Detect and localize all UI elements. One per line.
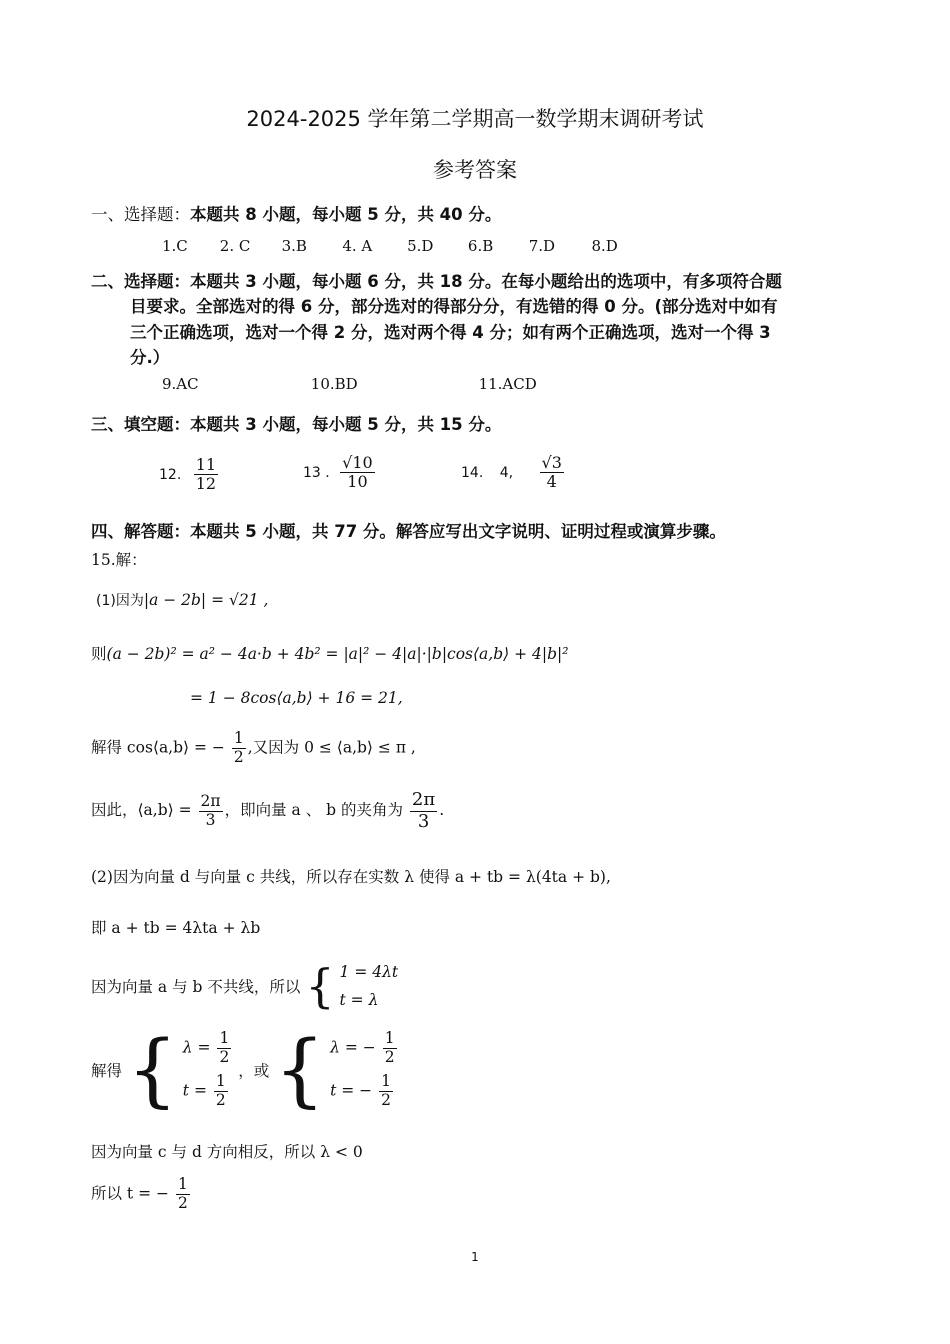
q15-part2-step-2-prefix: 因为向量 a 与 b 不共线，所以: [91, 978, 301, 996]
left-brace-icon: {: [126, 1023, 178, 1116]
q15-solution-2: [330, 1030, 398, 1109]
q15-step-4: [91, 790, 444, 832]
q15-solution-2-t: [330, 1073, 398, 1110]
answer-13-den: 10: [347, 472, 368, 492]
q15-part2-solution: [91, 1023, 399, 1116]
section-2-line-2: 目要求。全部选对的得 6 分，部分选对的得部分分，有选错的得 0 分。(部分选对中如有: [130, 297, 778, 316]
q15-step-4-den-2: 3: [417, 810, 430, 832]
half-den: 2: [219, 1048, 230, 1067]
section-1-lead: 一、选择题：: [91, 205, 190, 224]
q15-system-1-eq2: t = λ: [339, 991, 379, 1009]
left-brace-icon: {: [274, 1023, 326, 1116]
half-num: 1: [381, 1072, 391, 1090]
half-num: 1: [384, 1029, 395, 1048]
half-fraction: [379, 1073, 393, 1110]
q15-step-4-den-1: 3: [205, 810, 216, 829]
section-2-line-1: 二、选择题：本题共 3 小题，每小题 6 分，共 18 分。在每小题给出的选项中，有多项符合题: [91, 272, 782, 291]
section-2-line-4: 分.）: [130, 348, 170, 367]
q15-part2-final: [91, 1176, 192, 1213]
answer-13-label: 13 .: [303, 464, 330, 481]
q15-solution-1-lambda: [183, 1030, 234, 1067]
half-fraction: [217, 1030, 231, 1067]
q15-part1-expr: |a − 2b| = √21 ,: [143, 591, 269, 609]
q15-label: 15.解：: [91, 551, 147, 569]
page-number: 1: [471, 1250, 479, 1264]
q15-step-4-num-2: 2π: [411, 789, 436, 810]
q15-step-3-prefix: 解得 cos⟨a,b⟩ = −: [91, 738, 225, 757]
answer-13-num: √10: [342, 453, 373, 472]
section-4-heading: 四、解答题：本题共 5 小题，共 77 分。解答应写出文字说明、证明过程或演算步骤。: [91, 522, 726, 541]
section-2-answers: [162, 375, 537, 393]
q15-solution-prefix: 解得: [91, 1062, 123, 1080]
q15-final-den: 2: [177, 1193, 188, 1212]
section-1-answers: [162, 237, 618, 255]
q15-final-prefix: 所以 t = −: [91, 1184, 169, 1203]
q15-step-1-prefix: 则: [91, 645, 107, 663]
q15-part2-step-3: 因为向量 c 与 d 方向相反，所以 λ < 0: [91, 1143, 363, 1161]
answer-13-fraction: [340, 454, 375, 492]
answer-11: 11.ACD: [478, 375, 537, 393]
document-subtitle: 参考答案: [433, 158, 517, 182]
half-fraction: [383, 1030, 397, 1067]
half-num: 1: [215, 1072, 226, 1090]
q15-step-3-num: 1: [233, 729, 244, 747]
q15-step-3-fraction: [232, 730, 246, 767]
q15-step-1-expr: (a − 2b)² = a² − 4a·b + 4b² = |a|² − 4|a|·|b|cos⟨a,b⟩ + 4|b|²: [106, 645, 569, 663]
section-1-desc: 本题共 8 小题，每小题 5 分，共 40 分。: [190, 205, 502, 224]
q15-part1-given: [96, 590, 268, 610]
left-brace-icon: {: [305, 959, 335, 1013]
q15-solution-1-lambda-label: λ =: [182, 1038, 211, 1057]
half-den: 2: [381, 1090, 391, 1109]
q15-step-4-end: .: [439, 801, 445, 820]
q15-step-4-num-1: 2π: [200, 791, 221, 810]
answer-13: [303, 454, 377, 492]
q15-step-2-expr: = 1 − 8cos⟨a,b⟩ + 16 = 21,: [190, 689, 403, 707]
answer-2: 2. C: [219, 237, 251, 255]
q15-system-1: [340, 958, 399, 1014]
answer-7: 7.D: [528, 237, 556, 255]
section-2-line-3: 三个正确选项，选对一个得 2 分，选对两个得 4 分；如有两个正确选项，选对一个得 3: [130, 323, 771, 342]
q15-final-fraction: [176, 1176, 190, 1213]
answer-14-num: √3: [541, 453, 562, 472]
q15-part2-step-1: 即 a + tb = 4λta + λb: [91, 919, 261, 937]
answer-14-first: 4,: [499, 464, 514, 481]
q15-step-1: [91, 642, 568, 664]
q15-part2-step-2: [91, 958, 398, 1014]
document-title: 2024-2025 学年第二学期高一数学期末调研考试: [246, 107, 704, 131]
answer-12-num: 11: [195, 455, 217, 474]
answer-4: 4. A: [342, 237, 373, 255]
q15-step-3-den: 2: [233, 747, 244, 766]
answer-12-fraction: [194, 456, 218, 494]
q15-part2-statement: (2)因为向量 d 与向量 c 共线，所以存在实数 λ 使得 a + tb = λ(4ta + b),: [91, 868, 611, 886]
q15-solution-2-lambda-label: λ = −: [330, 1038, 376, 1057]
half-fraction: [214, 1073, 228, 1110]
answer-8: 8.D: [591, 237, 618, 255]
answer-6: 6.B: [467, 237, 494, 255]
q15-step-4-fraction-1: [199, 793, 223, 830]
q15-solution-2-lambda: [330, 1030, 398, 1067]
answer-3: 3.B: [281, 237, 307, 255]
answer-12-den: 12: [195, 474, 217, 494]
q15-step-2: [190, 689, 403, 707]
q15-final-num: 1: [177, 1175, 188, 1193]
answer-10: 10.BD: [310, 375, 358, 393]
answer-12: [159, 456, 220, 494]
answer-1: 1.C: [162, 237, 188, 255]
q15-solution-or: ，或: [238, 1062, 270, 1080]
q15-solution-1-t: [183, 1073, 234, 1110]
q15-system-1-eq1: 1 = 4λt: [339, 963, 399, 981]
answer-5: 5.D: [407, 237, 434, 255]
answer-14: [461, 454, 566, 492]
half-den: 2: [215, 1090, 226, 1109]
q15-step-4-fraction-2: [410, 790, 437, 832]
q15-step-3-suffix: ,又因为 0 ≤ ⟨a,b⟩ ≤ π ,: [247, 738, 416, 757]
half-num: 1: [219, 1029, 230, 1048]
q15-solution-1: [183, 1030, 234, 1109]
q15-step-3: [91, 730, 416, 767]
q15-solution-2-t-label: t = −: [330, 1081, 373, 1100]
q15-solution-1-t-label: t =: [182, 1081, 207, 1100]
answer-9: 9.AC: [162, 375, 199, 393]
q15-step-4-prefix: 因此，⟨a,b⟩ =: [91, 801, 192, 820]
half-den: 2: [384, 1048, 395, 1067]
q15-part1-prefix: (1)因为: [96, 593, 144, 609]
answer-14-fraction: [540, 454, 564, 492]
answer-12-label: 12.: [159, 466, 182, 483]
answer-14-label: 14.: [461, 464, 484, 481]
answer-14-den: 4: [546, 472, 557, 492]
section-1-heading: [91, 201, 501, 225]
section-3-heading: 三、填空题：本题共 3 小题，每小题 5 分，共 15 分。: [91, 415, 502, 434]
q15-step-4-mid: ，即向量 a 、 b 的夹角为: [224, 801, 403, 820]
